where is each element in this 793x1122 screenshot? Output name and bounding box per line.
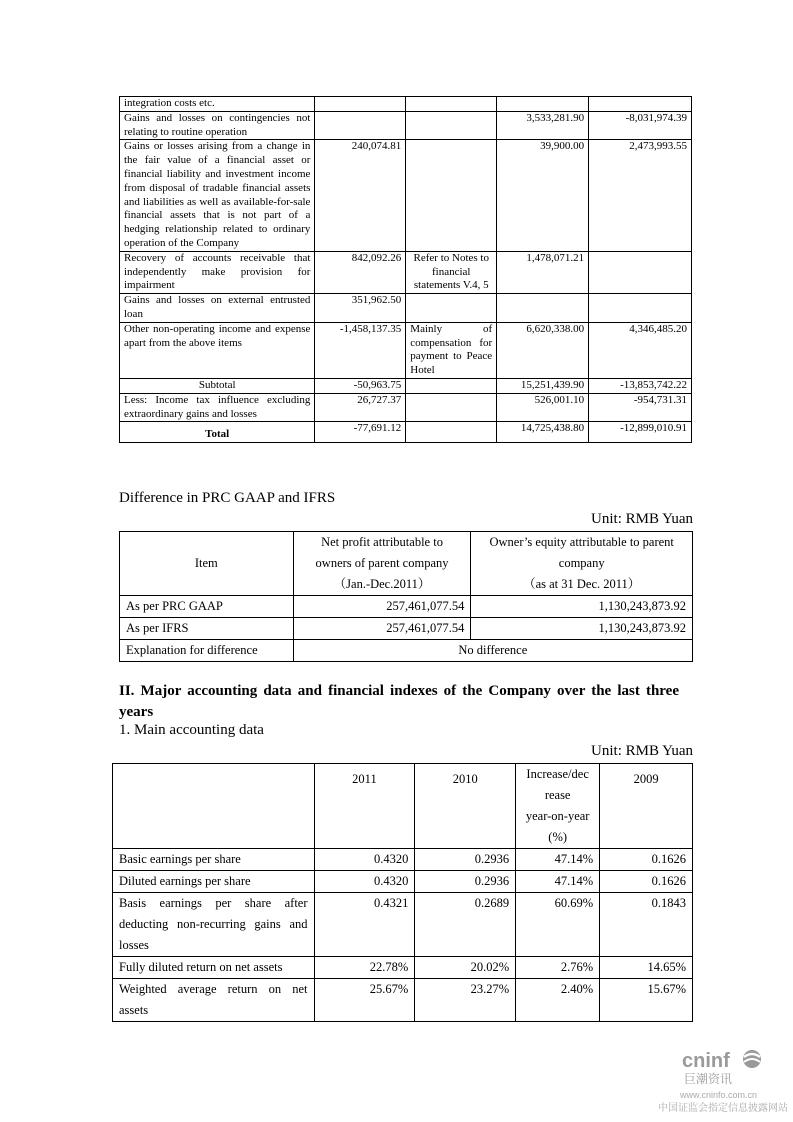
unit-label: Unit: RMB Yuan: [591, 511, 693, 527]
cell: 257,461,077.54: [293, 618, 471, 640]
cell: [497, 294, 589, 323]
header-item: Item: [120, 532, 294, 596]
cell: 22.78%: [314, 957, 415, 979]
cell: -954,731.31: [589, 393, 692, 422]
cninfo-logo: [640, 1045, 790, 1117]
gaap-ifrs-difference-table: [119, 531, 693, 662]
cell: 26,727.37: [315, 393, 406, 422]
cell: 23.27%: [415, 979, 516, 1022]
row-label: Recovery of accounts receivable that independently make provision for impairment: [120, 251, 315, 293]
table-row: [120, 251, 692, 293]
row-label: Fully diluted return on net assets: [113, 957, 315, 979]
header-change: [516, 764, 600, 849]
cell: 0.2689: [415, 893, 516, 957]
header-net-profit: [293, 532, 471, 596]
logo-swirl-icon: [743, 1050, 761, 1068]
table-header-row: [113, 764, 693, 849]
cell: 0.1626: [600, 871, 693, 893]
table-row: [120, 111, 692, 140]
cell: [406, 97, 497, 112]
table-row: [120, 393, 692, 422]
logo-tagline: 中国证监会指定信息披露网站: [658, 1103, 788, 1114]
cell: -12,899,010.91: [589, 422, 692, 443]
table-row: [120, 97, 692, 112]
cell: 0.1626: [600, 849, 693, 871]
cell: 2,473,993.55: [589, 140, 692, 251]
header-blank: [113, 764, 315, 849]
cell: 1,130,243,873.92: [471, 618, 693, 640]
cell: Mainly of compensation for payment to Peace Hotel: [406, 322, 497, 378]
header-line: Increase/dec: [526, 767, 589, 781]
header-line: company: [558, 556, 605, 570]
cell: 47.14%: [516, 849, 600, 871]
cell: [406, 393, 497, 422]
row-label: Diluted earnings per share: [113, 871, 315, 893]
row-label: Basic earnings per share: [113, 849, 315, 871]
cell: -1,458,137.35: [315, 322, 406, 378]
table-row: [120, 140, 692, 251]
row-label: Other non-operating income and expense apart from the above items: [120, 322, 315, 378]
table-row: [120, 618, 693, 640]
row-label: As per IFRS: [120, 618, 294, 640]
cell: [315, 111, 406, 140]
cell: [406, 140, 497, 251]
row-label: Gains and losses on external entrusted loan: [120, 294, 315, 323]
row-label: integration costs etc.: [120, 97, 315, 112]
section-heading: II. Major accounting data and financial indexes of the Company over the last three years: [119, 683, 679, 720]
cell: 2.76%: [516, 957, 600, 979]
cell: 842,092.26: [315, 251, 406, 293]
table-row: [113, 849, 693, 871]
table-row: [120, 322, 692, 378]
cell: 351,962.50: [315, 294, 406, 323]
cell: [589, 251, 692, 293]
cell: 0.2936: [415, 849, 516, 871]
table-header-row: [120, 532, 693, 596]
header-line: Net profit attributable to: [321, 535, 443, 549]
subsection-heading: 1. Main accounting data: [119, 722, 264, 738]
cell: 14,725,438.80: [497, 422, 589, 443]
row-label: Subtotal: [120, 378, 315, 393]
unit-label: Unit: RMB Yuan: [591, 743, 693, 759]
row-label: Gains and losses on contingencies not relating to routine operation: [120, 111, 315, 140]
row-label: Total: [120, 422, 315, 443]
header-2010: 2010: [415, 764, 516, 849]
table-row: [113, 957, 693, 979]
cell: [315, 97, 406, 112]
logo-brand: cninf: [682, 1050, 730, 1072]
row-label: Gains or losses arising from a change in the fair value of a financial asset or financial liability and investment income from disposal of tradable financial assets and liabilities as well as available-for-sale financial assets that is not part of a hedging relationship related to ordinary operation of the Company: [120, 140, 315, 251]
header-owners-equity: [471, 532, 693, 596]
cell: 0.4321: [314, 893, 415, 957]
cell: 14.65%: [600, 957, 693, 979]
section-heading: Difference in PRC GAAP and IFRS: [119, 490, 336, 506]
cell: 60.69%: [516, 893, 600, 957]
cell: 25.67%: [314, 979, 415, 1022]
table-row: [113, 871, 693, 893]
row-label: Less: Income tax influence excluding extraordinary gains and losses: [120, 393, 315, 422]
cell: 0.4320: [314, 849, 415, 871]
table-row: [120, 596, 693, 618]
cell: 3,533,281.90: [497, 111, 589, 140]
cell: 39,900.00: [497, 140, 589, 251]
cell: [589, 294, 692, 323]
cell: 0.4320: [314, 871, 415, 893]
row-label: Weighted average return on net assets: [113, 979, 315, 1022]
cell: 0.2936: [415, 871, 516, 893]
row-label: Basis earnings per share after deducting non-recurring gains and losses: [113, 893, 315, 957]
cell: No difference: [293, 640, 692, 662]
cell: -13,853,742.22: [589, 378, 692, 393]
table-row: [113, 979, 693, 1022]
header-line: year-on-year: [525, 809, 590, 823]
cell: [406, 111, 497, 140]
header-2011: 2011: [314, 764, 415, 849]
cell: 526,001.10: [497, 393, 589, 422]
cell: 20.02%: [415, 957, 516, 979]
table-row: [120, 294, 692, 323]
header-line: （as at 31 Dec. 2011）: [523, 577, 641, 591]
cell: 15,251,439.90: [497, 378, 589, 393]
table-row: [120, 422, 692, 443]
main-accounting-data-table: [112, 763, 693, 1022]
non-recurring-items-table: [119, 96, 692, 443]
logo-brand-cn: 巨潮资讯: [684, 1072, 733, 1086]
cell: 2.40%: [516, 979, 600, 1022]
cell: 0.1843: [600, 893, 693, 957]
cell: 1,130,243,873.92: [471, 596, 693, 618]
header-line: owners of parent company: [315, 556, 449, 570]
cell: 257,461,077.54: [293, 596, 471, 618]
header-2009: 2009: [600, 764, 693, 849]
header-line: （Jan.-Dec.2011）: [333, 577, 431, 591]
cell: 240,074.81: [315, 140, 406, 251]
cell: 6,620,338.00: [497, 322, 589, 378]
table-row: [113, 893, 693, 957]
cell: 1,478,071.21: [497, 251, 589, 293]
cell: -50,963.75: [315, 378, 406, 393]
header-line: rease: [544, 788, 571, 802]
cell: [406, 422, 497, 443]
cell: [406, 378, 497, 393]
cell: [589, 97, 692, 112]
cell: 15.67%: [600, 979, 693, 1022]
cell: -8,031,974.39: [589, 111, 692, 140]
table-row: [120, 378, 692, 393]
row-label: As per PRC GAAP: [120, 596, 294, 618]
cell: Refer to Notes to financial statements V.4, 5: [406, 251, 497, 293]
cell: [497, 97, 589, 112]
cell: 47.14%: [516, 871, 600, 893]
cell: [406, 294, 497, 323]
header-line: Owner’s equity attributable to parent: [489, 535, 674, 549]
header-line: (%): [548, 830, 568, 844]
cell: 4,346,485.20: [589, 322, 692, 378]
cell: -77,691.12: [315, 422, 406, 443]
table-row: [120, 640, 693, 662]
row-label: Explanation for difference: [120, 640, 294, 662]
logo-url: www.cninfo.com.cn: [680, 1090, 758, 1100]
